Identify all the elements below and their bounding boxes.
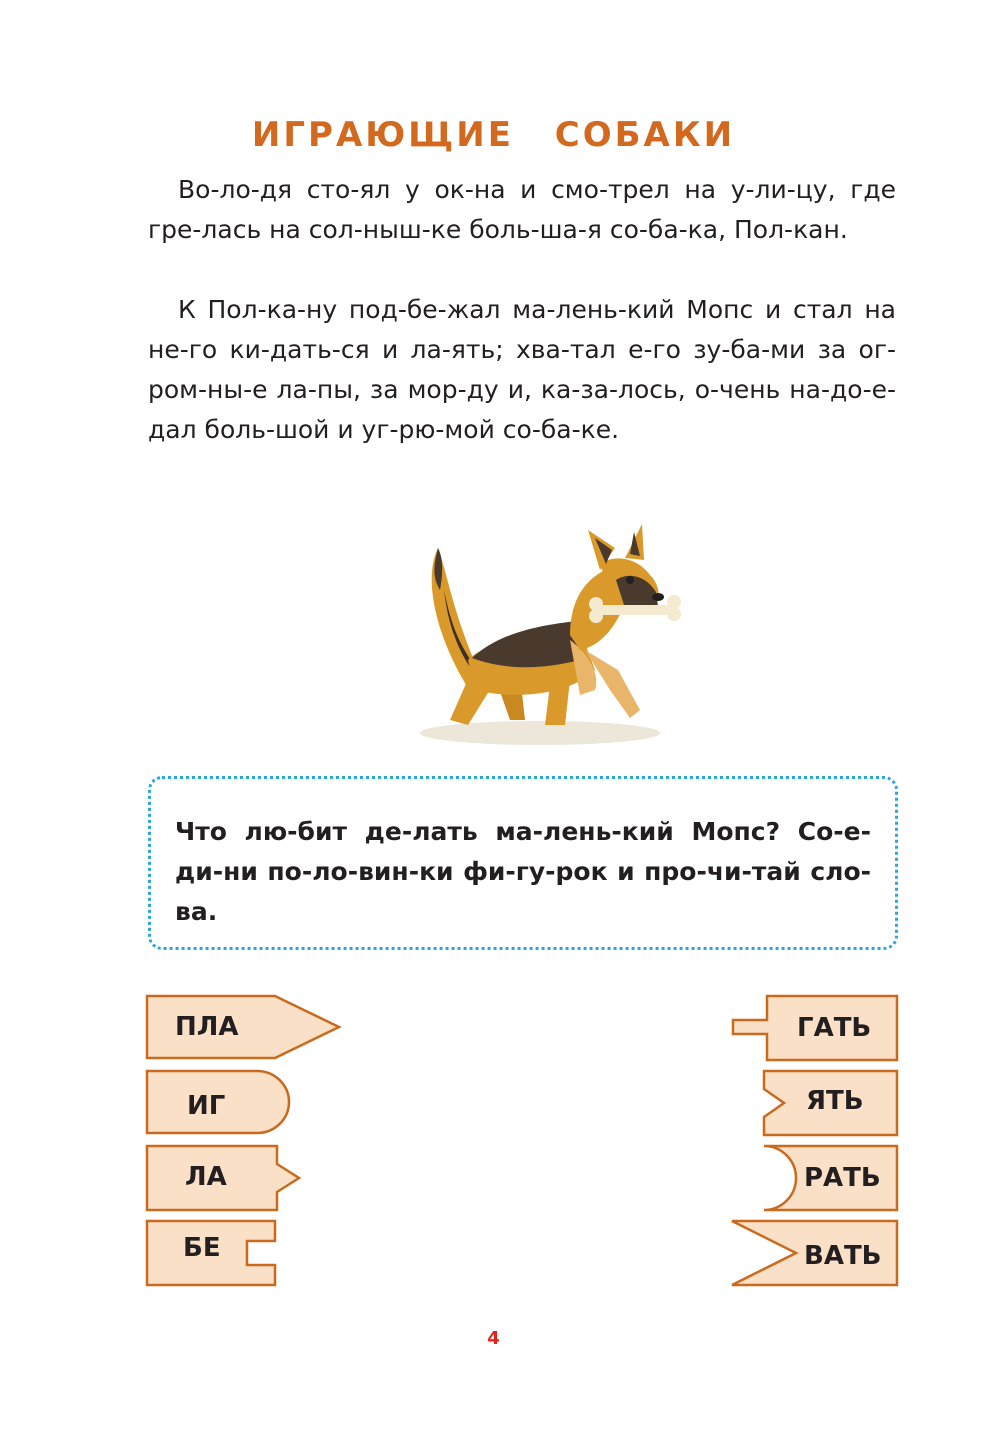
dog-illustration: [420, 520, 700, 754]
syllable-label: ЛА: [185, 1162, 227, 1192]
puzzle-piece-left[interactable]: [147, 996, 342, 1060]
syllable-label: ГАТЬ: [797, 1013, 872, 1043]
syllable-label: РАТЬ: [804, 1163, 881, 1193]
puzzle-piece-left[interactable]: [147, 1071, 292, 1135]
task-instruction: Что лю-бит де-лать ма-лень-кий Мопс? Со-е-ди-ни по-ло-вин-ки фи-гу-рок и про-чи-тай сло-ва.: [175, 817, 871, 926]
puzzle-piece-right[interactable]: [732, 1221, 899, 1287]
puzzle-piece-left[interactable]: [147, 1146, 302, 1210]
puzzle-piece-right[interactable]: [733, 996, 899, 1062]
story-paragraph-1: Во-ло-дя сто-ял у ок-на и смо-трел на у-ли-цу, где гре-лась на сол-ныш-ке боль-ша-я со-ба-ка, Пол-кан.: [148, 175, 896, 244]
syllable-label: ИГ: [187, 1091, 226, 1121]
puzzle-piece-right[interactable]: [764, 1146, 899, 1212]
page-title: ИГРАЮЩИЕ СОБАКИ: [251, 115, 736, 155]
puzzle-piece-left[interactable]: [147, 1221, 279, 1285]
story-paragraph-2: К Пол-ка-ну под-бе-жал ма-лень-кий Мопс и стал на не-го ки-дать-ся и ла-ять; хва-тал е-го зу-ба-ми за ог-ром-ны-е ла-пы, за мор-ду и, ка-за-лось, о-чень на-до-е-дал боль-шой и уг-рю-мой со-ба-ке.: [148, 295, 896, 444]
syllable-label: ЯТЬ: [806, 1086, 864, 1116]
syllable-label: ВАТЬ: [804, 1241, 882, 1271]
puzzle-piece-right[interactable]: [764, 1071, 899, 1137]
syllable-label: ПЛА: [175, 1012, 239, 1042]
syllable-label: БЕ: [183, 1233, 221, 1263]
page-number: 4: [487, 1328, 500, 1349]
